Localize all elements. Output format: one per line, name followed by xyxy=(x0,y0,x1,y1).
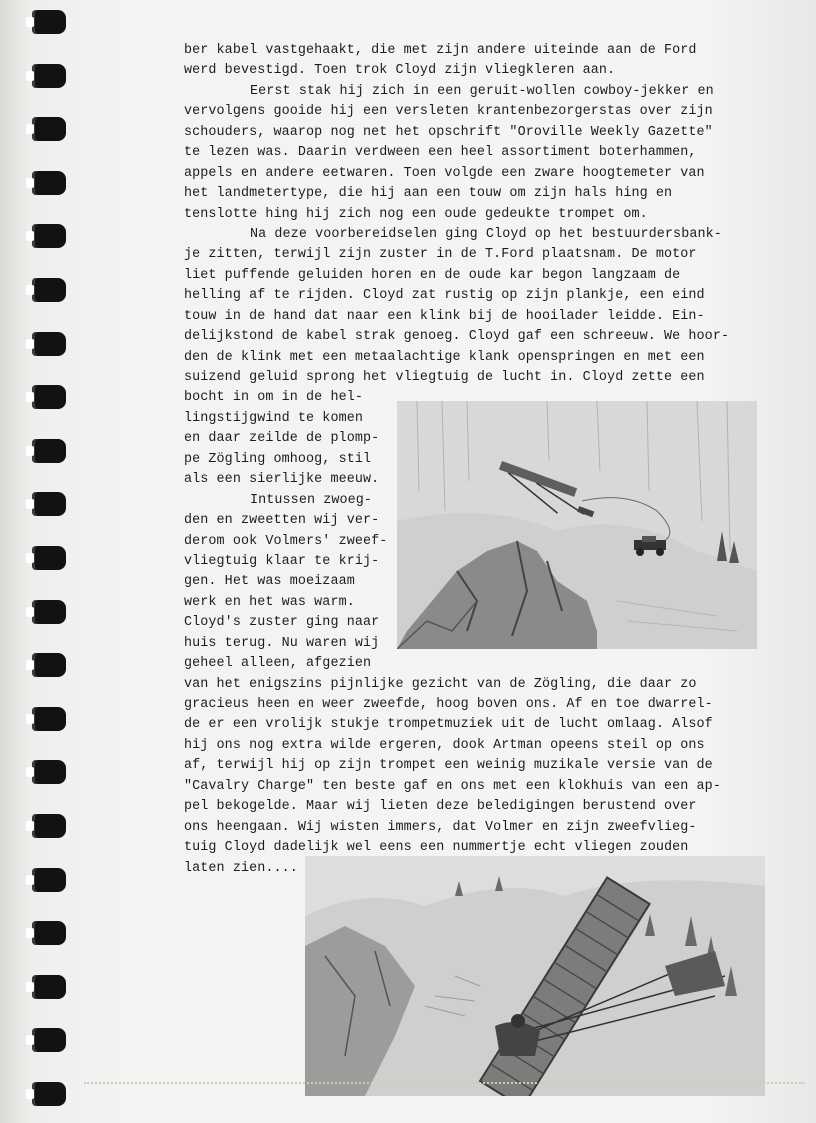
text-line: helling af te rijden. Cloyd zat rustig op zijn plankje, een eind xyxy=(184,288,705,304)
text-line: vliegtuig klaar te krij- xyxy=(184,553,380,569)
text-line: pel bekogelde. Maar wij lieten deze beledigingen berustend over xyxy=(184,799,697,815)
text-line: ons heengaan. Wij wisten immers, dat Volmer en zijn zweefvlieg- xyxy=(184,819,697,835)
text-line: tuig Cloyd dadelijk wel eens een nummertje echt vliegen zouden xyxy=(184,840,689,856)
illustration-glider-close-up xyxy=(305,856,765,1096)
text-line: gracieus heen en weer zweefde, hoog boven ons. Af en toe dwarrel- xyxy=(184,697,713,712)
binding-ring xyxy=(26,758,72,788)
text-line: huis terug. Nu waren wij xyxy=(184,635,380,651)
binding-ring xyxy=(26,115,72,145)
text-line: hij ons nog extra wilde ergeren, dook Artman opeens steil op ons xyxy=(184,737,705,753)
text-line: "Cavalry Charge" ten beste gaf en ons met een klokhuis van een ap- xyxy=(184,778,721,794)
page-edge-line xyxy=(84,1082,804,1086)
text-line: pe Zögling omhoog, stil xyxy=(184,451,372,467)
binding-ring xyxy=(26,598,72,628)
text-line: ber kabel vastgehaakt, die met zijn andere uiteinde aan de Ford xyxy=(184,43,697,58)
binding-ring xyxy=(26,169,72,199)
binding-ring xyxy=(26,866,72,896)
text-line: appels en andere eetwaren. Toen volgde een zware hoogtemeter van xyxy=(184,165,705,181)
text-line: schouders, waarop nog net het opschrift "Oroville Weekly Gazette" xyxy=(184,124,713,140)
text-line: Cloyd's zuster ging naar xyxy=(184,615,380,631)
binding-ring xyxy=(26,490,72,520)
text-line: af, terwijl hij op zijn trompet een weinig muzikale versie van de xyxy=(184,758,713,774)
text-line: suizend geluid sprong het vliegtuig de lucht in. Cloyd zette een xyxy=(184,370,705,385)
spiral-binding xyxy=(26,8,72,1120)
text-line: werk en het was warm. xyxy=(184,594,355,610)
binding-ring xyxy=(26,544,72,574)
illustration-glider-over-ridge xyxy=(397,401,757,649)
text-line: liet puffende geluiden horen en de oude kar begon langzaam de xyxy=(184,267,681,283)
text-line: laten zien.... xyxy=(184,860,298,876)
binding-ring xyxy=(26,330,72,360)
binding-ring xyxy=(26,705,72,735)
text-line: als een sierlijke meeuw. xyxy=(184,472,380,488)
text-line: delijkstond de kabel strak genoeg. Cloyd gaf een schreeuw. We hoor- xyxy=(184,329,730,345)
text-line: Intussen zwoeg- xyxy=(250,492,373,508)
binding-ring xyxy=(26,222,72,252)
text-line: den de klink met een metaalachtige klank openspringen en met een xyxy=(184,349,705,365)
text-line: werd bevestigd. Toen trok Cloyd zijn vliegkleren aan. xyxy=(184,63,616,79)
text-line: Na deze voorbereidselen ging Cloyd op het bestuurdersbank- xyxy=(250,226,722,242)
text-line: het landmetertype, die hij aan een touw om zijn hals hing en xyxy=(184,186,673,202)
text-line: en daar zeilde de plomp- xyxy=(184,431,380,447)
text-line: lingstijgwind te komen xyxy=(184,410,363,426)
text-line: vervolgens gooide hij een versleten krantenbezorgerstas over zijn xyxy=(184,104,713,120)
binding-ring xyxy=(26,437,72,467)
text-line: tenslotte hing hij zich nog een oude gedeukte trompet om. xyxy=(184,206,648,222)
text-line: te lezen was. Daarin verdween een heel assortiment boterhammen, xyxy=(184,145,697,161)
binding-ring xyxy=(26,276,72,306)
text-line: bocht in om in de hel- xyxy=(184,390,363,406)
binding-ring xyxy=(26,383,72,413)
text-line: de er een vrolijk stukje trompetmuziek uit de lucht omlaag. Alsof xyxy=(184,717,713,733)
text-line: derom ook Volmers' zweef- xyxy=(184,533,388,549)
binding-ring xyxy=(26,651,72,681)
text-line: je zitten, terwijl zijn zuster in de T.Ford plaatsnam. De motor xyxy=(184,247,697,263)
binding-ring xyxy=(26,973,72,1003)
binding-ring xyxy=(26,812,72,842)
binding-ring xyxy=(26,8,72,38)
binding-ring xyxy=(26,1080,72,1110)
text-line: Eerst stak hij zich in een geruit-wollen cowboy-jekker en xyxy=(250,83,714,99)
binding-ring xyxy=(26,1026,72,1056)
binding-ring xyxy=(26,62,72,92)
text-line: gen. Het was moeizaam xyxy=(184,574,355,590)
text-line: touw in de hand dat naar een klink bij de hooilader leidde. Ein- xyxy=(184,308,705,324)
text-line: geheel alleen, afgezien xyxy=(184,656,372,672)
text-line: van het enigszins pijnlijke gezicht van de Zögling, die daar zo xyxy=(184,676,697,692)
text-line: den en zweetten wij ver- xyxy=(184,513,380,529)
binding-ring xyxy=(26,919,72,949)
